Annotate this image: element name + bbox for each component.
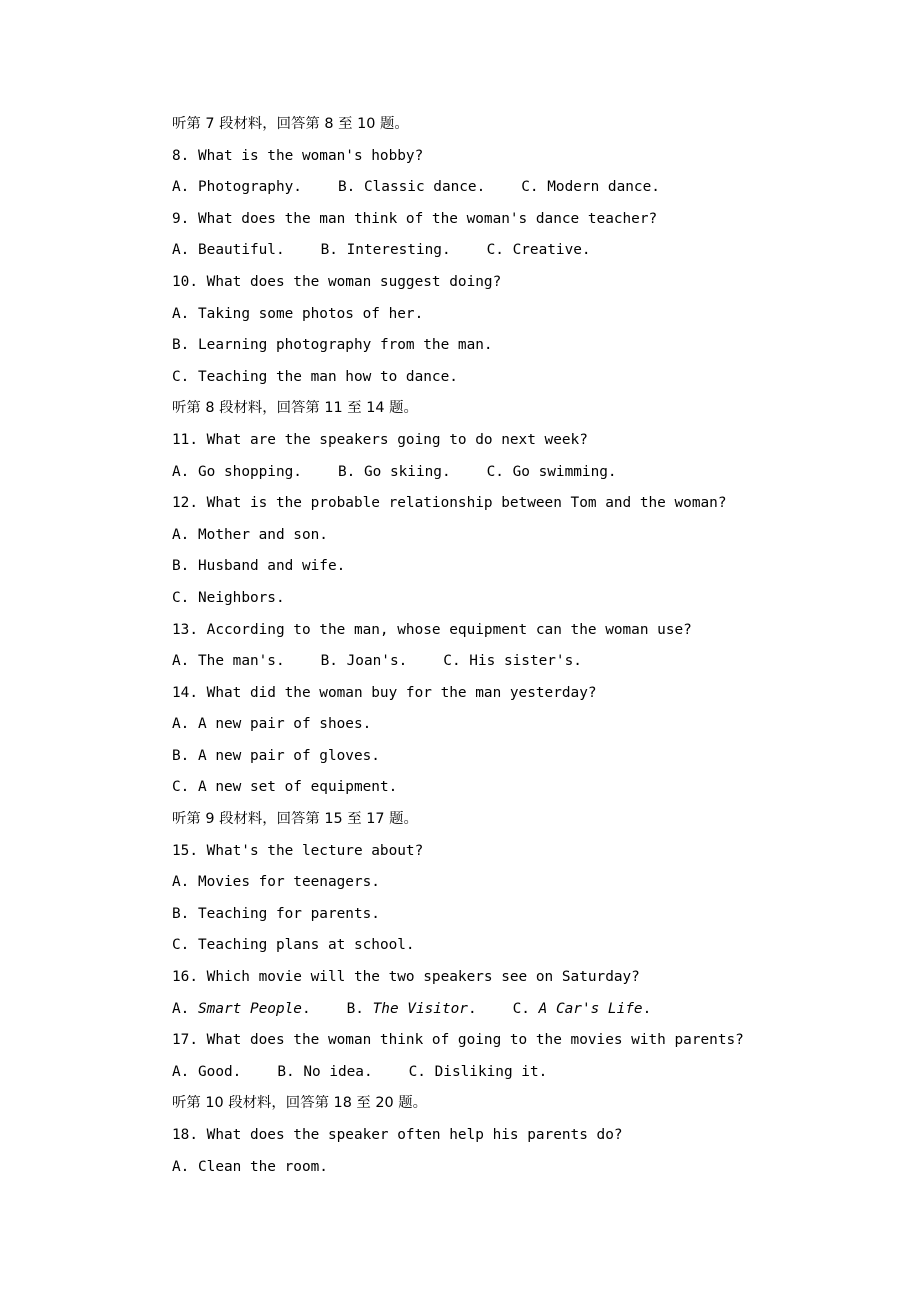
options-row bbox=[172, 457, 872, 489]
option-text: A new pair of gloves. bbox=[198, 747, 380, 764]
option-label: A. bbox=[172, 305, 198, 322]
option-label: B. bbox=[172, 337, 198, 354]
answer-option bbox=[172, 994, 311, 1026]
answer-option bbox=[172, 551, 345, 583]
option-suffix: . bbox=[642, 1000, 652, 1017]
option-label: C. bbox=[486, 242, 513, 259]
option-label: A. bbox=[172, 1000, 198, 1017]
option-line bbox=[172, 741, 872, 773]
option-suffix: . bbox=[301, 1000, 311, 1017]
option-label: A. bbox=[172, 242, 198, 259]
option-label: A. bbox=[172, 1158, 198, 1175]
option-label: A. bbox=[172, 874, 198, 891]
option-label: A. bbox=[172, 526, 198, 543]
option-text: Smart People bbox=[198, 1000, 302, 1017]
answer-option bbox=[172, 741, 380, 773]
option-label: C. bbox=[172, 589, 198, 606]
option-label: A. bbox=[172, 179, 198, 196]
option-text: Interesting. bbox=[346, 242, 451, 259]
option-text: No idea. bbox=[303, 1063, 373, 1080]
option-text: Clean the room. bbox=[198, 1158, 328, 1175]
option-label: A. bbox=[172, 653, 198, 670]
option-label: B. bbox=[337, 179, 364, 196]
answer-option bbox=[172, 520, 328, 552]
option-text: Go shopping. bbox=[198, 463, 302, 480]
answer-option bbox=[487, 457, 617, 489]
options-row bbox=[172, 172, 872, 204]
option-text: His sister's. bbox=[469, 653, 582, 670]
option-line bbox=[172, 583, 872, 615]
option-text: A Car's Life bbox=[538, 1000, 643, 1017]
option-text: Go skiing. bbox=[363, 463, 451, 480]
option-text: Joan's. bbox=[346, 653, 408, 670]
option-text: Teaching plans at school. bbox=[198, 937, 415, 954]
option-line bbox=[172, 299, 872, 331]
answer-option bbox=[409, 1057, 548, 1089]
option-line bbox=[172, 362, 872, 394]
section-heading: 听第 9 段材料，回答第 15 至 17 题。 bbox=[172, 811, 418, 828]
option-label: B. bbox=[277, 1063, 304, 1080]
answer-option bbox=[172, 1057, 241, 1089]
question-text: 16. Which movie will the two speakers see on Saturday? bbox=[172, 969, 640, 986]
section-heading: 听第 7 段材料，回答第 8 至 10 题。 bbox=[172, 116, 409, 132]
option-text: Beautiful. bbox=[198, 242, 285, 259]
option-line bbox=[172, 330, 872, 362]
option-line bbox=[172, 709, 872, 741]
option-text: Classic dance. bbox=[363, 179, 486, 196]
option-label: B. bbox=[337, 463, 364, 480]
question-text: 15. What's the lecture about? bbox=[172, 842, 424, 859]
option-label: C. bbox=[521, 179, 548, 196]
answer-option bbox=[172, 583, 285, 615]
answer-option bbox=[487, 235, 591, 267]
option-label: C. bbox=[512, 1000, 539, 1017]
option-line bbox=[172, 930, 872, 962]
option-label: B. bbox=[172, 558, 198, 575]
option-line bbox=[172, 520, 872, 552]
option-text: Neighbors. bbox=[198, 589, 285, 606]
answer-option bbox=[172, 646, 285, 678]
option-text: Teaching for parents. bbox=[198, 905, 380, 922]
question-text: 12. What is the probable relationship between Tom and the woman? bbox=[172, 495, 727, 512]
option-text: A new pair of shoes. bbox=[198, 716, 372, 733]
answer-option bbox=[172, 299, 423, 331]
option-line bbox=[172, 867, 872, 899]
answer-option bbox=[172, 709, 371, 741]
answer-option bbox=[521, 172, 660, 204]
option-label: C. bbox=[408, 1063, 435, 1080]
answer-option bbox=[321, 235, 451, 267]
question-text: 11. What are the speakers going to do next week? bbox=[172, 431, 588, 448]
option-text: Taking some photos of her. bbox=[198, 305, 424, 322]
option-text: Learning photography from the man. bbox=[198, 337, 493, 354]
option-suffix: . bbox=[467, 1000, 477, 1017]
option-label: B. bbox=[172, 905, 198, 922]
option-line bbox=[172, 772, 872, 804]
option-label: C. bbox=[172, 937, 198, 954]
question-text: 9. What does the man think of the woman's dance teacher? bbox=[172, 210, 658, 227]
answer-option bbox=[172, 457, 302, 489]
option-text: Teaching the man how to dance. bbox=[198, 368, 458, 385]
question-text: 18. What does the speaker often help his parents do? bbox=[172, 1127, 623, 1143]
option-label: C. bbox=[443, 653, 470, 670]
section-heading: 听第 10 段材料，回答第 18 至 20 题。 bbox=[172, 1095, 428, 1112]
answer-option bbox=[172, 235, 285, 267]
question-text: 13. According to the man, whose equipment can the woman use? bbox=[172, 621, 692, 638]
option-label: B. bbox=[320, 242, 347, 259]
answer-option bbox=[172, 172, 302, 204]
option-text: Creative. bbox=[512, 242, 591, 259]
option-text: The man's. bbox=[198, 653, 285, 670]
answer-option bbox=[338, 172, 485, 204]
answer-option bbox=[172, 867, 380, 899]
answer-option bbox=[321, 646, 408, 678]
option-label: B. bbox=[172, 747, 198, 764]
option-label: B. bbox=[346, 1000, 373, 1017]
section-heading: 听第 8 段材料，回答第 11 至 14 题。 bbox=[172, 400, 418, 417]
option-text: Mother and son. bbox=[198, 526, 328, 543]
option-line bbox=[172, 899, 872, 931]
option-label: C. bbox=[172, 368, 198, 385]
option-line bbox=[172, 551, 872, 583]
options-row bbox=[172, 1057, 872, 1089]
options-row bbox=[172, 994, 872, 1026]
option-text: A new set of equipment. bbox=[198, 779, 398, 796]
answer-option bbox=[277, 1057, 372, 1089]
answer-option bbox=[172, 330, 493, 362]
option-line bbox=[172, 1152, 872, 1184]
options-row bbox=[172, 646, 872, 678]
answer-option bbox=[513, 994, 652, 1026]
answer-option bbox=[172, 362, 458, 394]
option-text: Disliking it. bbox=[434, 1063, 548, 1080]
option-label: B. bbox=[320, 653, 347, 670]
question-text: 10. What does the woman suggest doing? bbox=[172, 273, 502, 290]
option-label: A. bbox=[172, 716, 198, 733]
option-text: Photography. bbox=[198, 179, 302, 196]
option-text: Modern dance. bbox=[547, 179, 660, 196]
answer-option bbox=[172, 899, 380, 931]
question-text: 17. What does the woman think of going to the movies with parents? bbox=[172, 1032, 744, 1049]
option-text: The Visitor bbox=[372, 1000, 468, 1017]
options-row bbox=[172, 235, 872, 267]
option-label: C. bbox=[486, 463, 513, 480]
question-text: 14. What did the woman buy for the man yesterday? bbox=[172, 684, 597, 701]
answer-option bbox=[443, 646, 582, 678]
option-label: A. bbox=[172, 1063, 198, 1080]
exam-page bbox=[172, 109, 872, 1183]
option-label: A. bbox=[172, 463, 198, 480]
question-text: 8. What is the woman's hobby? bbox=[172, 147, 424, 164]
option-text: Go swimming. bbox=[512, 463, 617, 480]
answer-option bbox=[172, 772, 397, 804]
option-label: C. bbox=[172, 779, 198, 796]
answer-option bbox=[172, 1152, 328, 1184]
answer-option bbox=[172, 930, 415, 962]
option-text: Husband and wife. bbox=[198, 558, 346, 575]
answer-option bbox=[338, 457, 451, 489]
option-text: Movies for teenagers. bbox=[198, 874, 380, 891]
option-text: Good. bbox=[198, 1063, 242, 1080]
answer-option bbox=[347, 994, 477, 1026]
